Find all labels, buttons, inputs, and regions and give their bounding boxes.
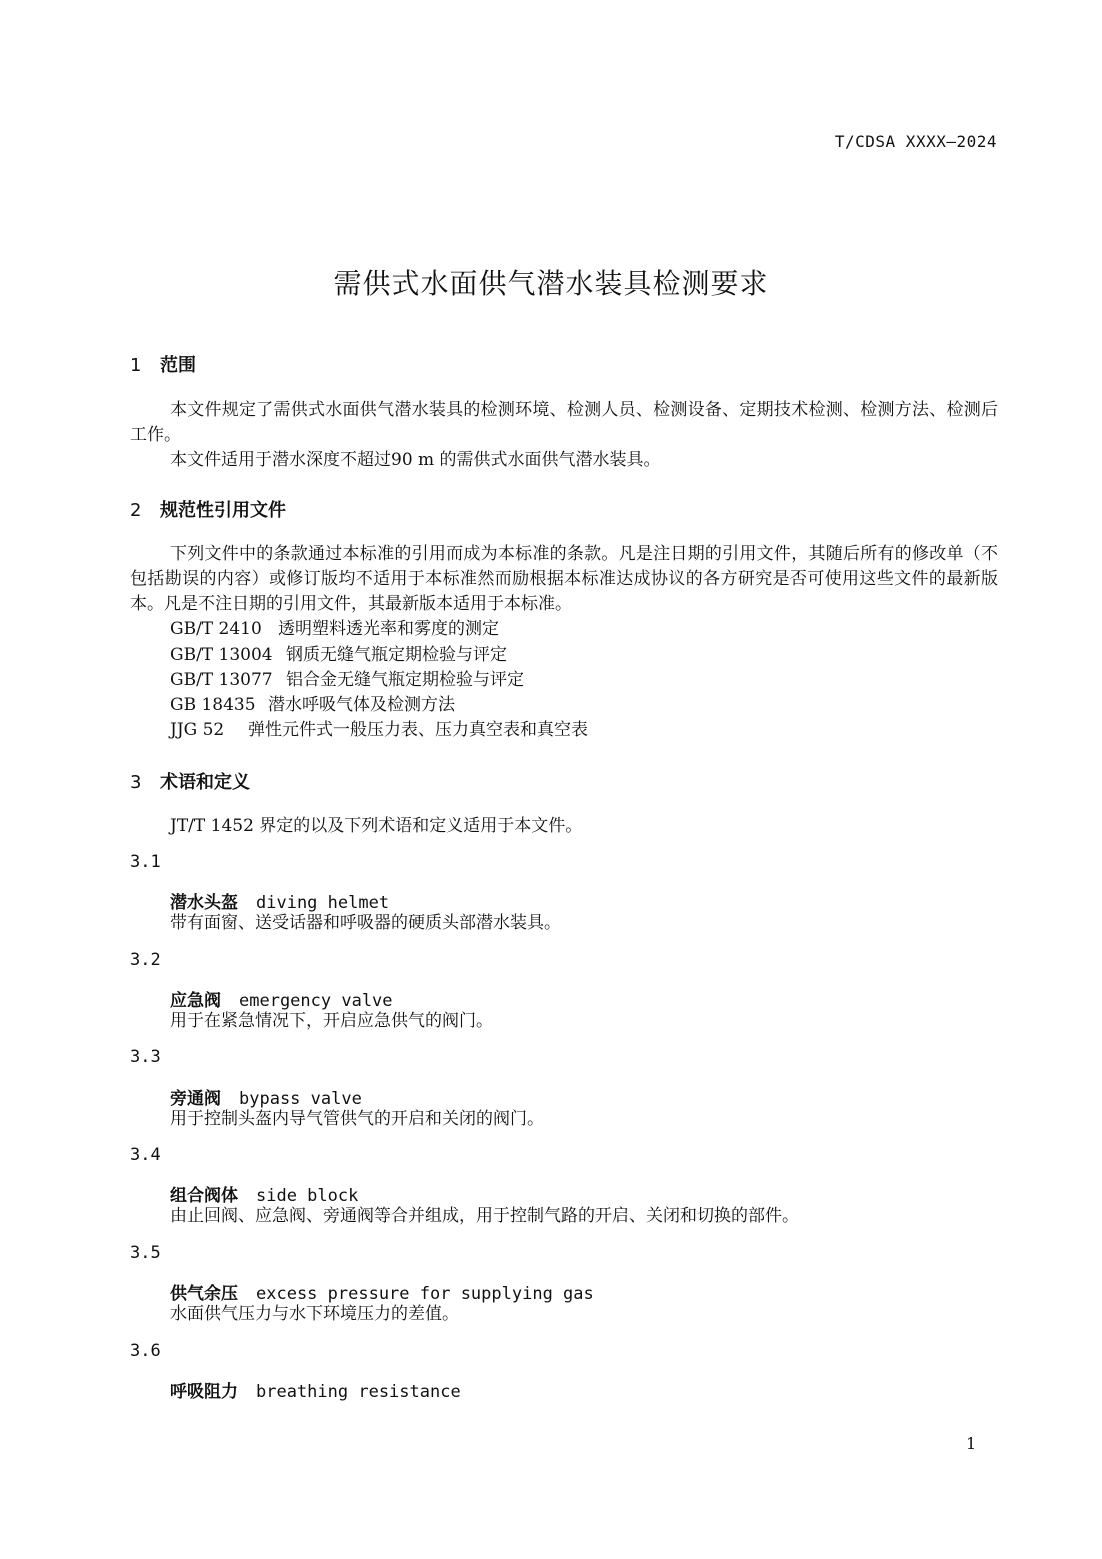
- term-number: 3.3: [130, 1047, 161, 1067]
- term-chinese: 供气余压: [170, 1284, 238, 1304]
- reference-name: 潜水呼吸气体及检测方法: [268, 695, 455, 715]
- term-chinese: 呼吸阻力: [170, 1382, 238, 1402]
- reference-item: [170, 668, 524, 693]
- section-heading-terms: [130, 768, 250, 794]
- term-number: 3.6: [130, 1341, 161, 1361]
- section-title: 规范性引用文件: [160, 500, 286, 521]
- term-number: 3.4: [130, 1145, 161, 1165]
- term-definition: 水面供气压力与水下环境压力的差值。: [170, 1304, 459, 1324]
- term-number: 3.1: [130, 852, 161, 872]
- normative-paragraph: 下列文件中的条款通过本标准的引用而成为本标准的条款。凡是注日期的引用文件，其随后所有的修改单（不包括勘误的内容）或修订版均不适用于本标准然而励根据本标准达成协议的各方研究是否可使用这些文件的最新版本。凡是不注日期的引用文件，其最新版本适用于本标准。: [130, 544, 998, 614]
- term-english: diving helmet: [256, 893, 390, 913]
- page-number: 1: [966, 1434, 977, 1453]
- term-entry: [170, 888, 389, 913]
- reference-name: 弹性元件式一般压力表、压力真空表和真空表: [248, 720, 588, 740]
- section-number: 1: [130, 355, 142, 376]
- term-chinese: 应急阀: [170, 991, 221, 1011]
- reference-code: GB/T 13077: [170, 670, 273, 690]
- reference-code: GB/T 13004: [170, 645, 273, 665]
- term-entry: [170, 1377, 461, 1402]
- reference-item: [170, 617, 499, 642]
- section-number: 2: [130, 500, 142, 521]
- term-entry: [170, 1279, 594, 1304]
- reference-code: JJG 52: [170, 720, 225, 740]
- term-entry: [170, 1181, 358, 1206]
- term-english: excess pressure for supplying gas: [256, 1284, 594, 1304]
- term-english: side block: [256, 1186, 359, 1206]
- term-number: 3.5: [130, 1243, 161, 1263]
- reference-item: [170, 643, 507, 668]
- section-title: 范围: [160, 355, 196, 376]
- reference-name: 铝合金无缝气瓶定期检验与评定: [286, 670, 524, 690]
- term-number: 3.2: [130, 950, 161, 970]
- section-heading-scope: [130, 351, 196, 377]
- term-english: bypass valve: [239, 1089, 362, 1109]
- term-definition: 由止回阀、应急阀、旁通阀等合并组成，用于控制气路的开启、关闭和切换的部件。: [170, 1206, 799, 1226]
- term-entry: [170, 986, 393, 1011]
- reference-code: GB 18435: [170, 695, 256, 715]
- scope-paragraph-2: 本文件适用于潜水深度不超过90 m 的需供式水面供气潜水装具。: [170, 450, 661, 470]
- scope-paragraph-1: 本文件规定了需供式水面供气潜水装具的检测环境、检测人员、检测设备、定期技术检测、检测方法、检测后工作。: [130, 400, 998, 445]
- reference-item: [170, 693, 455, 718]
- section-title: 术语和定义: [160, 772, 250, 793]
- term-english: breathing resistance: [256, 1382, 461, 1402]
- document-title: 需供式水面供气潜水装具检测要求: [333, 267, 769, 300]
- term-entry: [170, 1084, 362, 1109]
- terms-intro: JT/T 1452 界定的以及下列术语和定义适用于本文件。: [170, 816, 583, 836]
- term-definition: 用于控制头盔内导气管供气的开启和关闭的阀门。: [170, 1109, 544, 1129]
- term-chinese: 组合阀体: [170, 1186, 238, 1206]
- term-english: emergency valve: [239, 991, 393, 1011]
- section-number: 3: [130, 772, 142, 793]
- term-chinese: 潜水头盔: [170, 893, 238, 913]
- term-chinese: 旁通阀: [170, 1089, 221, 1109]
- reference-item: [170, 718, 588, 743]
- term-definition: 带有面窗、送受话器和呼吸器的硬质头部潜水装具。: [170, 913, 561, 933]
- term-definition: 用于在紧急情况下，开启应急供气的阀门。: [170, 1011, 493, 1031]
- reference-code: GB/T 2410: [170, 619, 262, 639]
- section-heading-normative: [130, 496, 286, 522]
- document-code: T/CDSA XXXX—2024: [834, 132, 997, 151]
- reference-name: 钢质无缝气瓶定期检验与评定: [286, 645, 507, 665]
- reference-name: 透明塑料透光率和雾度的测定: [278, 619, 499, 639]
